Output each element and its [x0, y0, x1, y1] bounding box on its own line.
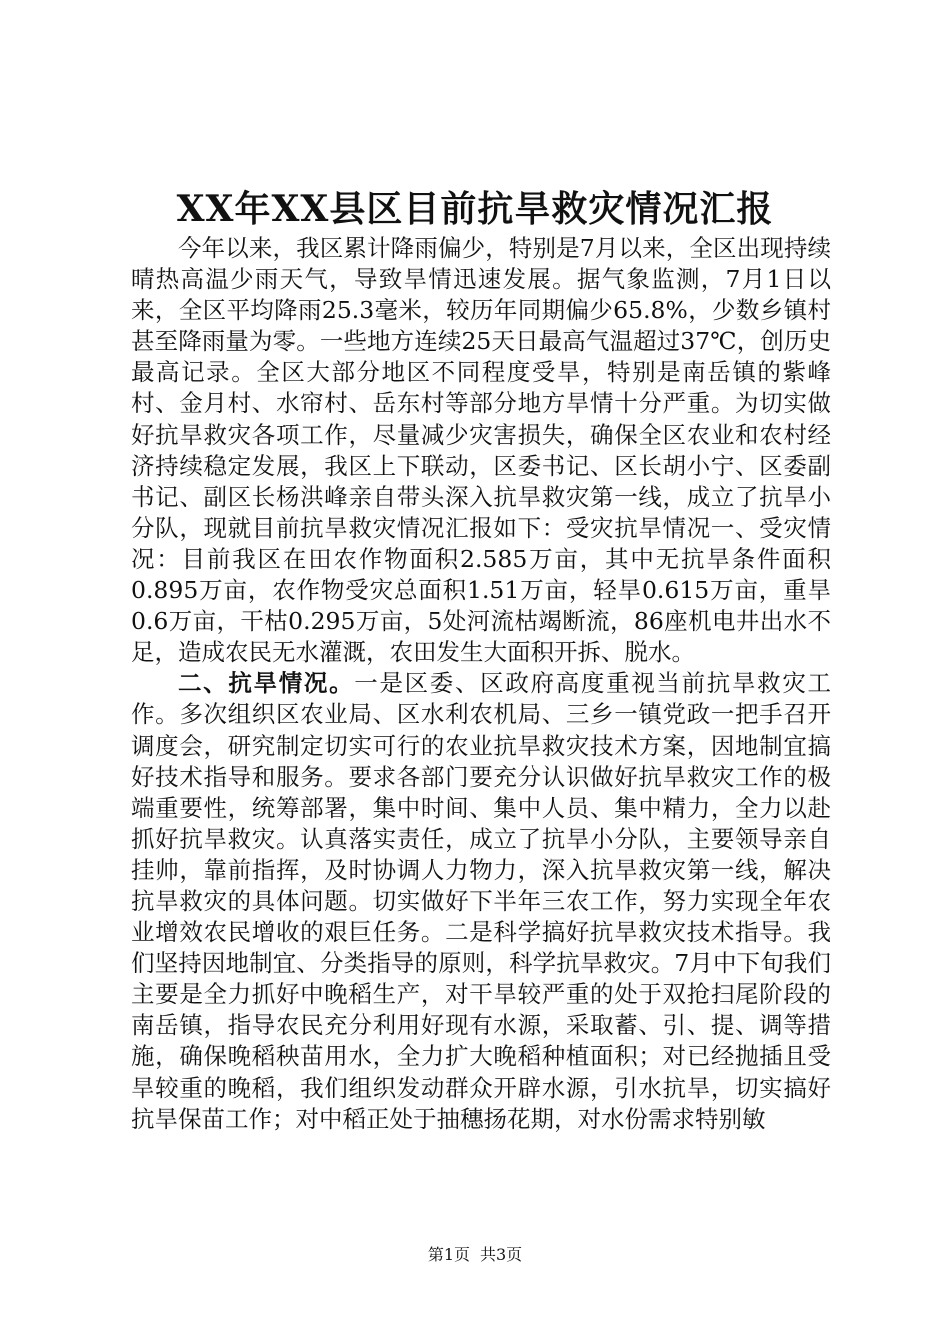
document-title: XX年XX县区目前抗旱救灾情况汇报: [176, 188, 774, 230]
page-footer: [0, 1244, 950, 1266]
page-total: 共3页: [480, 1245, 523, 1264]
document-body: [131, 233, 831, 1135]
page-number: 第1页: [427, 1245, 470, 1264]
paragraph-1-text: 今年以来，我区累计降雨偏少，特别是7月以来，全区出现持续晴热高温少雨天气，导致旱情迅速发展。据气象监测，7月1日以来，全区平均降雨25.3毫米，较历年同期偏少65.8%，少数乡镇村甚至降雨量为零。一些地方连续25天日最高气温超过37℃，创历史最高记录。全区大部分地区不同程度受旱，特别是南岳镇的紫峰村、金月村、水帘村、岳东村等部分地方旱情十分严重。为切实做好抗旱救灾各项工作，尽量减少灾害损失，确保全区农业和农村经济持续稳定发展，我区上下联动，区委书记、区长胡小宁、区委副书记、副区长杨洪峰亲自带头深入抗旱救灾第一线，成立了抗旱小分队，现就目前抗旱救灾情况汇报如下：受灾抗旱情况一、受灾情况：目前我区在田农作物面积2.585万亩，其中无抗旱条件面积0.895万亩，农作物受灾总面积1.51万亩，轻旱0.615万亩，重旱0.6万亩，干枯0.295万亩，5处河流枯竭断流，86座机电井出水不足，造成农民无水灌溉，农田发生大面积开拆、脱水。: [131, 234, 831, 667]
section-heading-drought-relief: 二、抗旱情况。: [178, 669, 355, 698]
paragraph-2: [131, 668, 831, 1134]
paragraph-2-text: 一是区委、区政府高度重视当前抗旱救灾工作。多次组织区农业局、区水利农机局、三乡一镇党政一把手召开调度会，研究制定切实可行的农业抗旱救灾技术方案，因地制宜搞好技术指导和服务。要求各部门要充分认识做好抗旱救灾工作的极端重要性，统筹部署，集中时间、集中人员、集中精力，全力以赴抓好抗旱救灾。认真落实责任，成立了抗旱小分队，主要领导亲自挂帅，靠前指挥，及时协调人力物力，深入抗旱救灾第一线，解决抗旱救灾的具体问题。切实做好下半年三农工作，努力实现全年农业增效农民增收的艰巨任务。二是科学搞好抗旱救灾技术指导。我们坚持因地制宜、分类指导的原则，科学抗旱救灾。7月中下旬我们主要是全力抓好中晚稻生产，对干旱较严重的处于双抢扫尾阶段的南岳镇，指导农民充分利用好现有水源，采取蓄、引、提、调等措施，确保晚稻秧苗用水，全力扩大晚稻种植面积；对已经抛插且受旱较重的晚稻，我们组织发动群众开辟水源，引水抗旱，切实搞好抗旱保苗工作；对中稻正处于抽穗扬花期，对水份需求特别敏: [131, 669, 832, 1133]
paragraph-1: [131, 233, 831, 668]
